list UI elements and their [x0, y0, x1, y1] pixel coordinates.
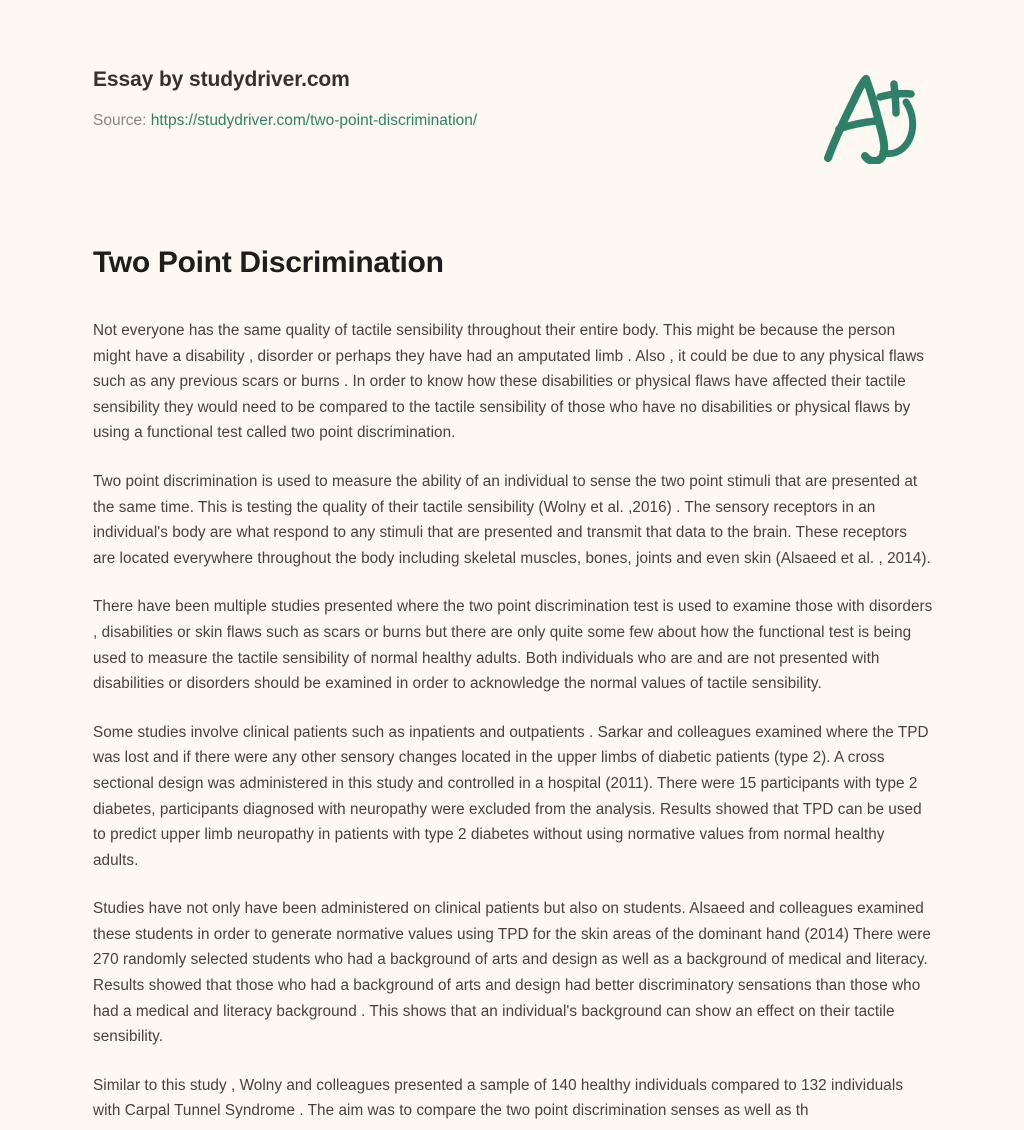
article	[93, 245, 933, 1124]
paragraph: Some studies involve clinical patients such as inpatients and outpatients . Sarkar and colleagues examined where the TPD was lost and if there were any other sensory changes located in the upper limbs of diabetic patients (type 2). A cross sectional design was administered in this study and controlled in a hospital (2011). There were 15 participants with type 2 diabetes, participants diagnosed with neuropathy were excluded from the analysis. Results showed that TPD can be used to predict upper limb neuropathy in patients with type 2 diabetes without using normative values from normal healthy adults.	[93, 723, 929, 869]
page-title: Two Point Discrimination	[93, 246, 444, 279]
source-url-link[interactable]: https://studydriver.com/two-point-discrimination/	[150, 112, 478, 129]
paragraph: Similar to this study , Wolny and colleagues presented a sample of 140 healthy individuals compared to 132 individuals with Carpal Tunnel Syndrome . The aim was to compare the two point discrimination senses as well as th	[93, 1076, 904, 1120]
source-line	[93, 111, 713, 131]
paragraph: Studies have not only have been administered on clinical patients but also on students. Alsaeed and colleagues examined these students in order to generate normative values using TPD for the skin areas of the dominant hand (2014) There were 270 randomly selected students who had a background of arts and design as well as a background of medical and literacy. Results showed that those who had a background of arts and design had better discriminatory sensations than those who had a medical and literacy background . This shows that an individual's background can show an effect on their tactile sensibility.	[93, 900, 931, 1046]
a-plus-logo[interactable]	[818, 72, 922, 164]
brand-block	[93, 66, 713, 131]
paragraph: Two point discrimination is used to measure the ability of an individual to sense the two point stimuli that are presented at the same time. This is testing the quality of their tactile sensibility (Wolny et al. ,2016) . The sensory receptors in an individual's body are what respond to any stimuli that are presented and transmit that data to the brain. These receptors are located everywhere throughout the body including skeletal muscles, bones, joints and even skin (Alsaeed et al. , 2014).	[93, 472, 931, 567]
essay-byline: Essay by studydriver.com	[93, 68, 350, 91]
source-label: Source:	[93, 112, 147, 129]
paragraph: Not everyone has the same quality of tactile sensibility throughout their entire body. This might be because the person might have a disability , disorder or perhaps they have had an amputated limb . Also , it could be due to any physical flaws such as any previous scars or burns . In order to know how these disabilities or physical flaws have affected their tactile sensibility they would need to be compared to the tactile sensibility of those who have no disabilities or physical flaws by using a functional test called two point discrimination.	[93, 322, 924, 442]
page-header	[0, 0, 1024, 190]
article-body	[93, 318, 933, 1124]
paragraph: There have been multiple studies presented where the two point discrimination test is used to examine those with disorders , disabilities or skin flaws such as scars or burns but there are only quite some few about how the functional test is being used to measure the tactile sensibility of normal healthy adults. Both individuals who are and are not presented with disabilities or disorders should be examined in order to acknowledge the normal values of tactile sensibility.	[93, 598, 933, 693]
